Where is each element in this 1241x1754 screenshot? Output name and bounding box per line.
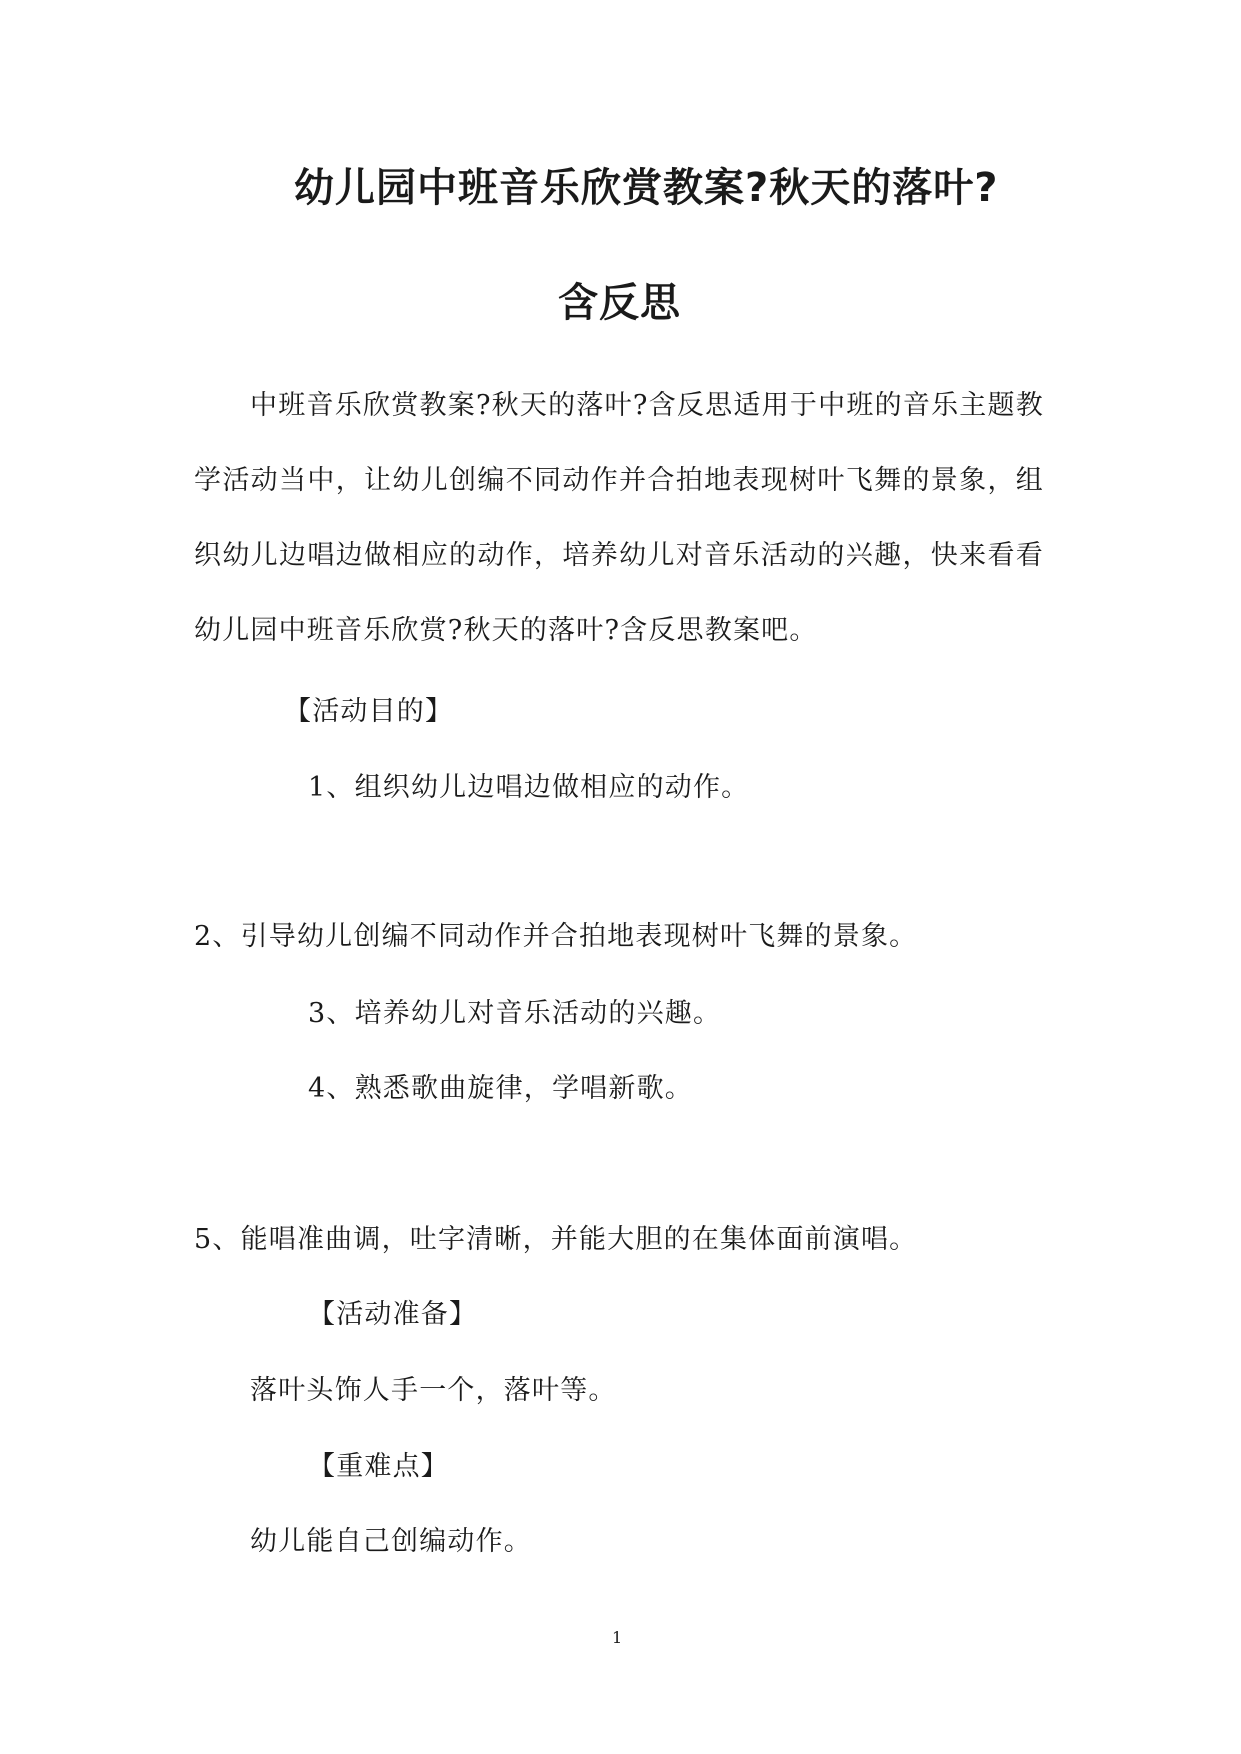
key-points-heading: 【重难点】 [308,1451,449,1482]
document-title-line-1: 幼儿园中班音乐欣赏教案?秋天的落叶? [294,165,999,211]
goal-item: 1、组织幼儿边唱边做相应的动作。 [308,772,750,803]
goals-heading: 【活动目的】 [284,696,454,727]
goal-item: 3、培养幼儿对音乐活动的兴趣。 [308,998,722,1029]
goal-item: 2、引导幼儿创编不同动作并合拍地表现树叶飞舞的景象。 [194,921,918,952]
goal-item: 4、熟悉歌曲旋律，学唱新歌。 [308,1073,693,1104]
page-number: 1 [612,1628,623,1647]
preparation-heading: 【活动准备】 [308,1299,478,1330]
goal-item: 5、能唱准曲调，吐字清晰，并能大胆的在集体面前演唱。 [194,1224,918,1255]
document-title-line-2: 含反思 [558,280,681,326]
key-points-text: 幼儿能自己创编动作。 [250,1526,532,1557]
preparation-text: 落叶头饰人手一个，落叶等。 [250,1375,617,1406]
intro-paragraph: 中班音乐欣赏教案?秋天的落叶?含反思适用于中班的音乐主题教学活动当中，让幼儿创编不同动作并合拍地表现树叶飞舞的景象，组织幼儿边唱边做相应的动作，培养幼儿对音乐活动的兴趣，快来看看幼儿园中班音乐欣赏?秋天的落叶?含反思教案吧。 [194,390,1044,646]
